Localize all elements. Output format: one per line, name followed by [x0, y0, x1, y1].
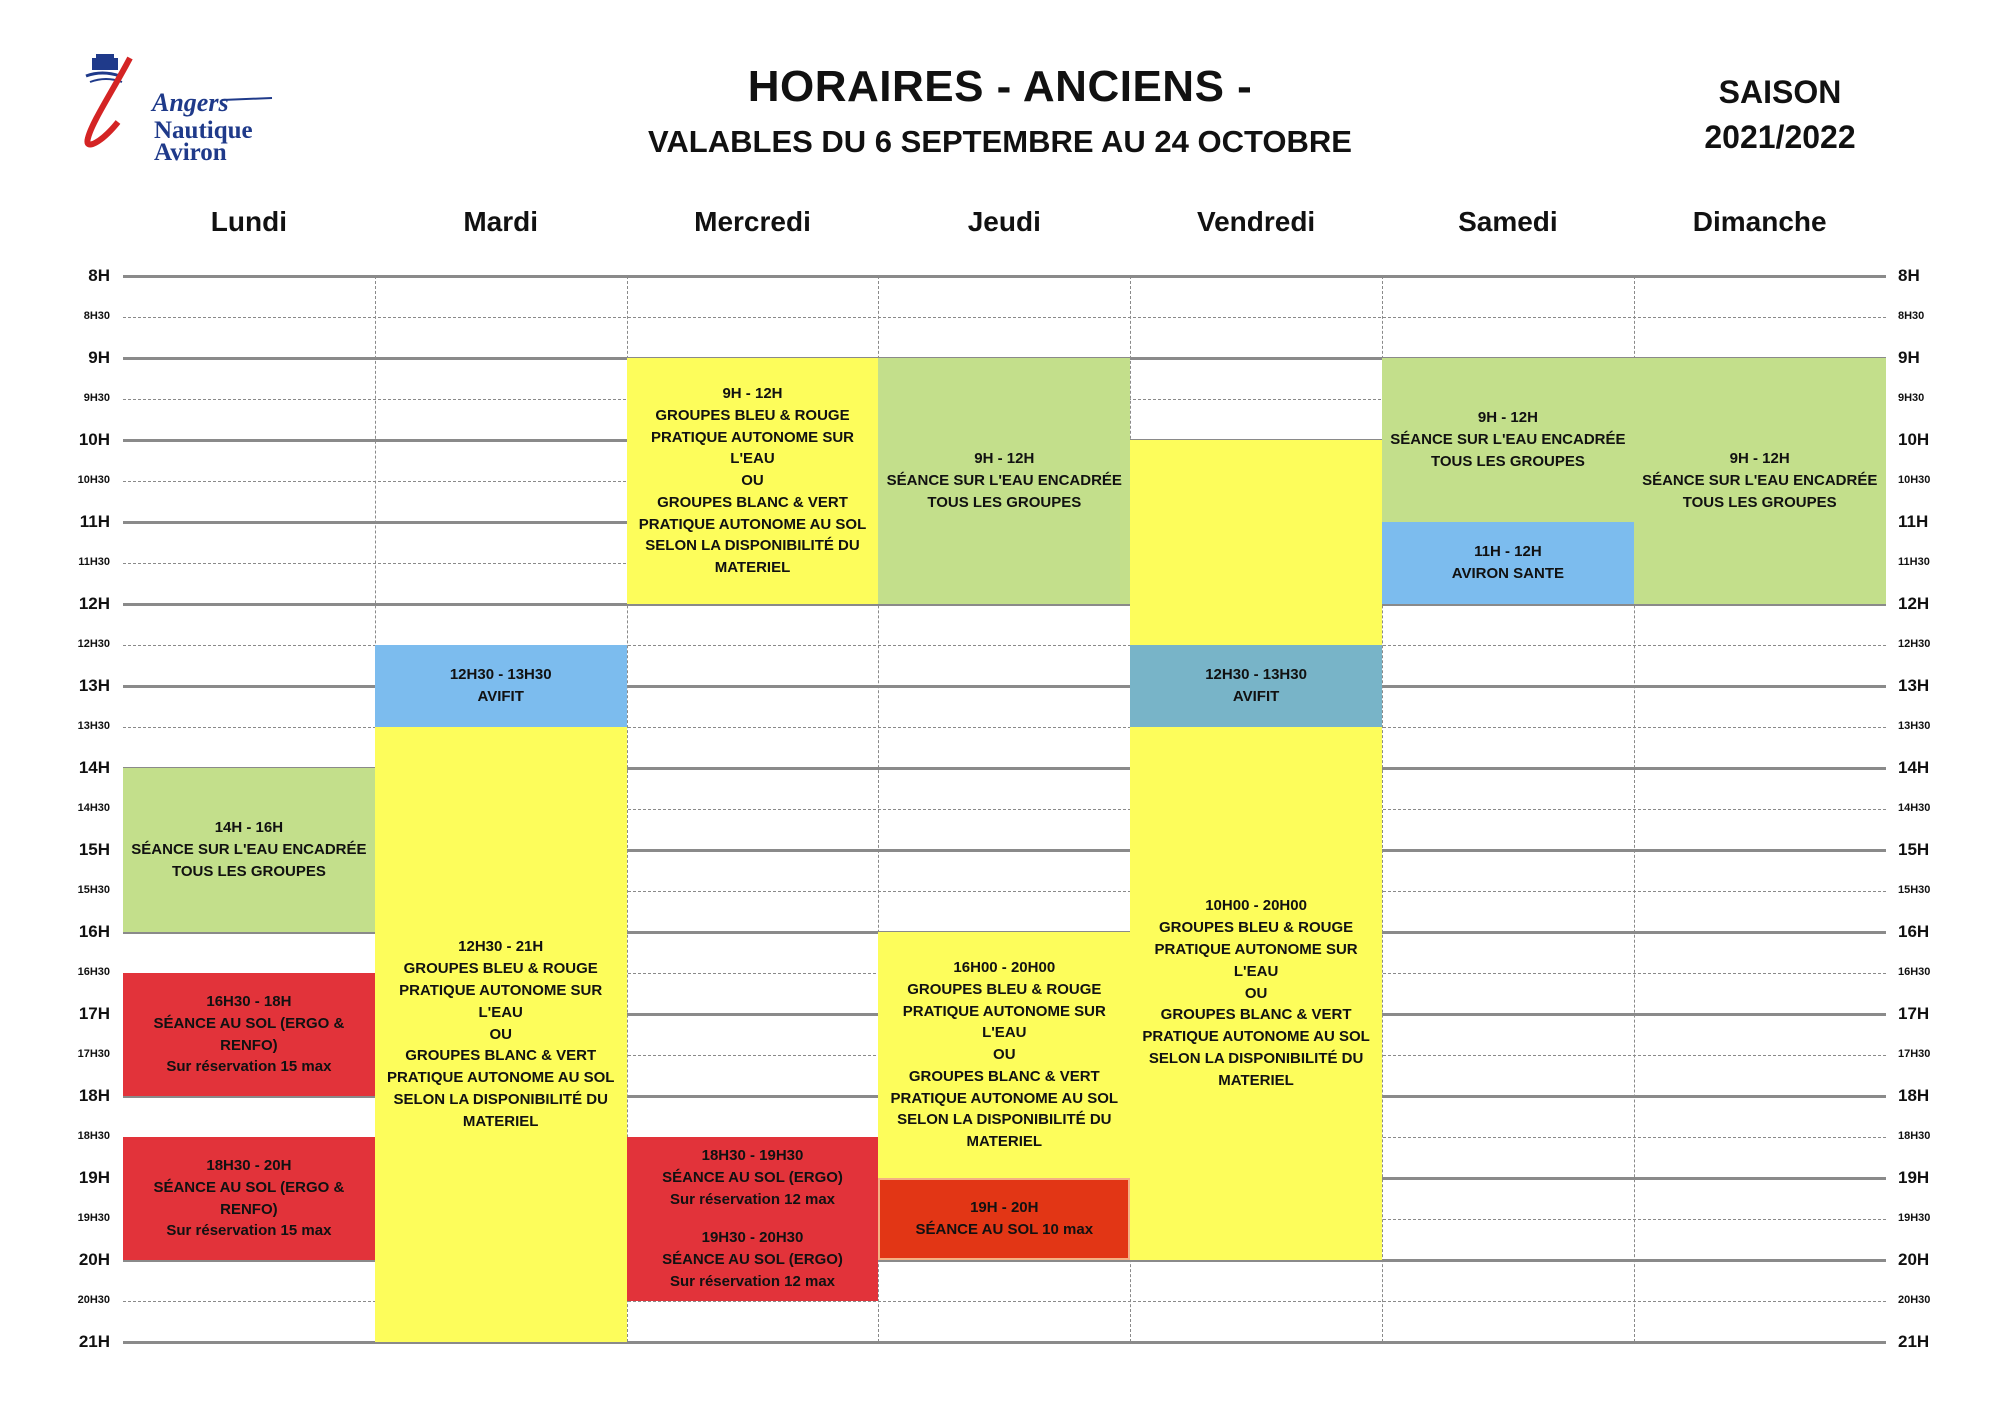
time-label-right: 20H30 [1898, 1294, 1931, 1306]
schedule-event [1382, 522, 1634, 604]
event-text-line: SÉANCE SUR L'EAU ENCADRÉE [886, 472, 1122, 490]
event-text-line: SELON LA DISPONIBILITÉ DU [897, 1111, 1112, 1129]
event-text-line: 12H30 - 13H30 [449, 666, 552, 684]
event-text-line: AVIFIT [477, 688, 524, 705]
time-label-left: 12H30 [77, 638, 110, 650]
event-text-line: GROUPES BLEU & ROUGE [655, 406, 850, 424]
time-label-left: 8H30 [83, 310, 110, 322]
event-text-line: Sur réservation 12 max [669, 1272, 836, 1290]
day-header-lundi: Lundi [210, 206, 287, 237]
time-label-left: 15H [78, 840, 110, 859]
event-text-line: L'EAU [982, 1024, 1027, 1042]
event-text-line: GROUPES BLEU & ROUGE [1158, 919, 1354, 937]
event-text-line: SELON LA DISPONIBILITÉ DU [1148, 1049, 1364, 1067]
time-label-right: 17H [1898, 1004, 1930, 1023]
schedule-event [1130, 645, 1382, 727]
event-text-line: 9H - 12H [722, 384, 783, 402]
event-text-line: L'EAU [1233, 962, 1279, 980]
event-text-line: TOUS LES GROUPES [171, 862, 326, 880]
event-text-line: MATERIEL [714, 559, 791, 577]
event-text-line: PRATIQUE AUTONOME AU SOL [386, 1069, 615, 1087]
time-label-left: 15H30 [77, 884, 110, 896]
event-text-line: PRATIQUE AUTONOME SUR [650, 428, 855, 446]
event-text-line: TOUS LES GROUPES [927, 493, 1082, 511]
event-text-line: SÉANCE AU SOL (ERGO) [662, 1169, 843, 1187]
time-label-right: 9H [1898, 348, 1920, 367]
logo-line-2: Nautique [154, 117, 253, 144]
event-text-line: OU [489, 1025, 512, 1043]
time-label-right: 16H30 [1898, 966, 1931, 978]
event-text-line: 14H - 16H [214, 819, 284, 837]
schedule-event [878, 932, 1130, 1178]
time-label-right: 13H30 [1898, 720, 1931, 732]
time-label-left: 13H [78, 676, 110, 695]
event-text-line: PRATIQUE AUTONOME AU SOL [1142, 1028, 1370, 1046]
event-text-line: Sur réservation 15 max [166, 1058, 332, 1076]
time-label-left: 17H [78, 1004, 110, 1023]
time-label-left: 16H [78, 922, 110, 941]
event-text-line: PRATIQUE AUTONOME SUR [902, 1002, 1106, 1020]
time-label-left: 18H30 [77, 1130, 110, 1142]
event-text-line: AVIRON SANTE [1451, 565, 1565, 582]
schedule-event [1130, 727, 1382, 1260]
event-text-line: TOUS LES GROUPES [1682, 493, 1837, 511]
day-header-mardi: Mardi [463, 206, 539, 237]
time-label-left: 14H [78, 758, 110, 777]
time-label-right: 19H30 [1898, 1212, 1931, 1224]
event-text-line: 18H30 - 20H [206, 1156, 292, 1174]
time-label-left: 20H30 [77, 1294, 110, 1306]
day-header-samedi: Samedi [1458, 206, 1558, 237]
event-text-line: OU [741, 472, 764, 490]
time-label-right: 15H [1898, 840, 1930, 859]
time-label-right: 15H30 [1898, 884, 1931, 896]
schedule-event [375, 727, 627, 1342]
event-text-line: GROUPES BLANC & VERT [657, 493, 848, 511]
event-text-line: 19H - 20H [970, 1199, 1039, 1217]
time-label-right: 11H [1898, 512, 1929, 531]
event-text-line: L'EAU [478, 1003, 523, 1021]
schedule-event [375, 645, 627, 727]
season-block [1640, 70, 1920, 160]
time-label-right: 10H30 [1898, 474, 1931, 486]
time-label-right: 14H30 [1898, 802, 1931, 814]
event-text-line: SÉANCE SUR L'EAU ENCADRÉE [1642, 472, 1878, 490]
time-label-right: 14H [1898, 758, 1930, 777]
event-text-line: 16H00 - 20H00 [953, 958, 1056, 976]
season-years: 2021/2022 [1704, 119, 1856, 155]
time-label-right: 10H [1898, 430, 1930, 449]
schedule-event [1634, 358, 1886, 604]
event-text-line: 18H30 - 19H30 [701, 1147, 804, 1165]
event-text-line: 12H30 - 21H [458, 938, 544, 956]
event-text-line: GROUPES BLANC & VERT [908, 1067, 1100, 1085]
time-label-right: 8H [1898, 266, 1920, 285]
event-text-line: SÉANCE AU SOL (ERGO) [662, 1251, 843, 1269]
time-label-left: 10H [78, 430, 110, 449]
time-label-right: 18H [1898, 1086, 1930, 1105]
logo-line-1: Angers [152, 88, 229, 117]
schedule-event [878, 1178, 1130, 1260]
hour-line [123, 275, 1886, 278]
event-text-line: 10H00 - 20H00 [1205, 897, 1307, 915]
schedule-event [627, 1137, 879, 1219]
time-label-right: 19H [1898, 1168, 1930, 1187]
schedule-event [123, 973, 375, 1096]
event-text-line: 16H30 - 18H [206, 992, 292, 1010]
event-text-line: MATERIEL [462, 1112, 539, 1130]
event-text-line: Sur réservation 12 max [669, 1190, 836, 1208]
time-label-right: 16H [1898, 922, 1930, 941]
event-text-line: SÉANCE AU SOL (ERGO & RENFO) [153, 1014, 345, 1054]
event-text-line: PRATIQUE AUTONOME AU SOL [890, 1089, 1119, 1107]
event-text-line: GROUPES BLANC & VERT [405, 1047, 597, 1065]
event-text-line: PRATIQUE AUTONOME SUR [1154, 941, 1358, 958]
event-text-line: GROUPES BLANC & VERT [1160, 1006, 1352, 1024]
event-text-line: MATERIEL [1218, 1071, 1294, 1089]
event-text-line: 9H - 12H [974, 450, 1035, 468]
day-header-vendredi: Vendredi [1196, 206, 1316, 237]
time-label-right: 18H30 [1898, 1130, 1931, 1142]
time-label-left: 18H [78, 1086, 110, 1105]
half-hour-line [123, 317, 1886, 318]
time-label-left: 9H30 [83, 392, 110, 404]
event-text-line: OU [1244, 984, 1268, 1002]
time-label-right: 12H30 [1898, 638, 1931, 650]
time-label-left: 10H30 [77, 474, 110, 486]
event-text-line: Sur réservation 15 max [166, 1222, 332, 1240]
event-text-line: GROUPES BLEU & ROUGE [907, 980, 1102, 998]
event-text-line: 19H30 - 20H30 [701, 1229, 804, 1247]
time-label-right: 11H30 [1898, 556, 1930, 568]
schedule-event [878, 358, 1130, 604]
time-label-left: 11H30 [78, 556, 110, 568]
event-text-line: SÉANCE AU SOL (ERGO & RENFO) [153, 1178, 345, 1218]
time-label-right: 17H30 [1898, 1048, 1931, 1060]
time-label-left: 19H30 [77, 1212, 110, 1224]
time-label-left: 17H30 [77, 1048, 110, 1060]
time-label-left: 11H [79, 512, 110, 531]
event-text-line: OU [993, 1046, 1016, 1064]
event-text-line: 9H - 12H [1729, 450, 1790, 468]
event-text-line: SÉANCE SUR L'EAU ENCADRÉE [1390, 431, 1626, 449]
time-label-right: 8H30 [1898, 310, 1925, 322]
day-header-mercredi: Mercredi [694, 206, 811, 237]
time-label-left: 13H30 [77, 720, 110, 732]
event-text-line: L'EAU [730, 450, 775, 468]
event-text-line: 12H30 - 13H30 [1205, 666, 1307, 684]
page-title: HORAIRES - ANCIENS - [747, 62, 1253, 111]
time-label-right: 21H [1898, 1332, 1930, 1351]
event-text-line: 11H - 12H [1474, 543, 1542, 561]
schedule-event [627, 358, 879, 604]
event-text-line: AVIFIT [1232, 688, 1280, 705]
event-text-line: MATERIEL [966, 1133, 1043, 1151]
page-subtitle: VALABLES DU 6 SEPTEMBRE AU 24 OCTOBRE [648, 124, 1352, 159]
time-label-left: 19H [78, 1168, 110, 1187]
time-label-left: 20H [78, 1250, 110, 1269]
schedule-event [1382, 358, 1634, 522]
season-label: SAISON [1718, 74, 1842, 110]
schedule-event [123, 1137, 375, 1260]
time-label-left: 16H30 [77, 966, 110, 978]
schedule-event [627, 1219, 879, 1301]
time-label-right: 9H30 [1898, 392, 1925, 404]
time-label-right: 20H [1898, 1250, 1930, 1269]
event-text-line: TOUS LES GROUPES [1430, 452, 1585, 470]
event-text-line: GROUPES BLEU & ROUGE [403, 960, 598, 978]
logo-line-3: Aviron [154, 139, 227, 166]
event-text-line: SELON LA DISPONIBILITÉ DU [393, 1090, 608, 1108]
time-label-left: 14H30 [77, 802, 110, 814]
time-label-right: 12H [1898, 594, 1930, 613]
event-text-line: SÉANCE SUR L'EAU ENCADRÉE [131, 841, 367, 859]
time-label-left: 8H [88, 266, 110, 285]
schedule-event [1130, 440, 1382, 645]
event-text-line: PRATIQUE AUTONOME SUR [399, 982, 603, 999]
event-text-line: SELON LA DISPONIBILITÉ DU [645, 537, 860, 555]
time-label-left: 12H [78, 594, 110, 613]
event-text-line: 9H - 12H [1477, 409, 1538, 427]
day-header-jeudi: Jeudi [967, 206, 1041, 237]
time-label-left: 21H [78, 1332, 110, 1351]
schedule-event [123, 768, 375, 932]
time-label-left: 9H [88, 348, 110, 367]
event-text-line: SÉANCE AU SOL 10 max [915, 1221, 1094, 1238]
event-text-line: PRATIQUE AUTONOME AU SOL [638, 515, 867, 533]
time-label-right: 13H [1898, 676, 1930, 695]
day-header-dimanche: Dimanche [1692, 206, 1827, 237]
